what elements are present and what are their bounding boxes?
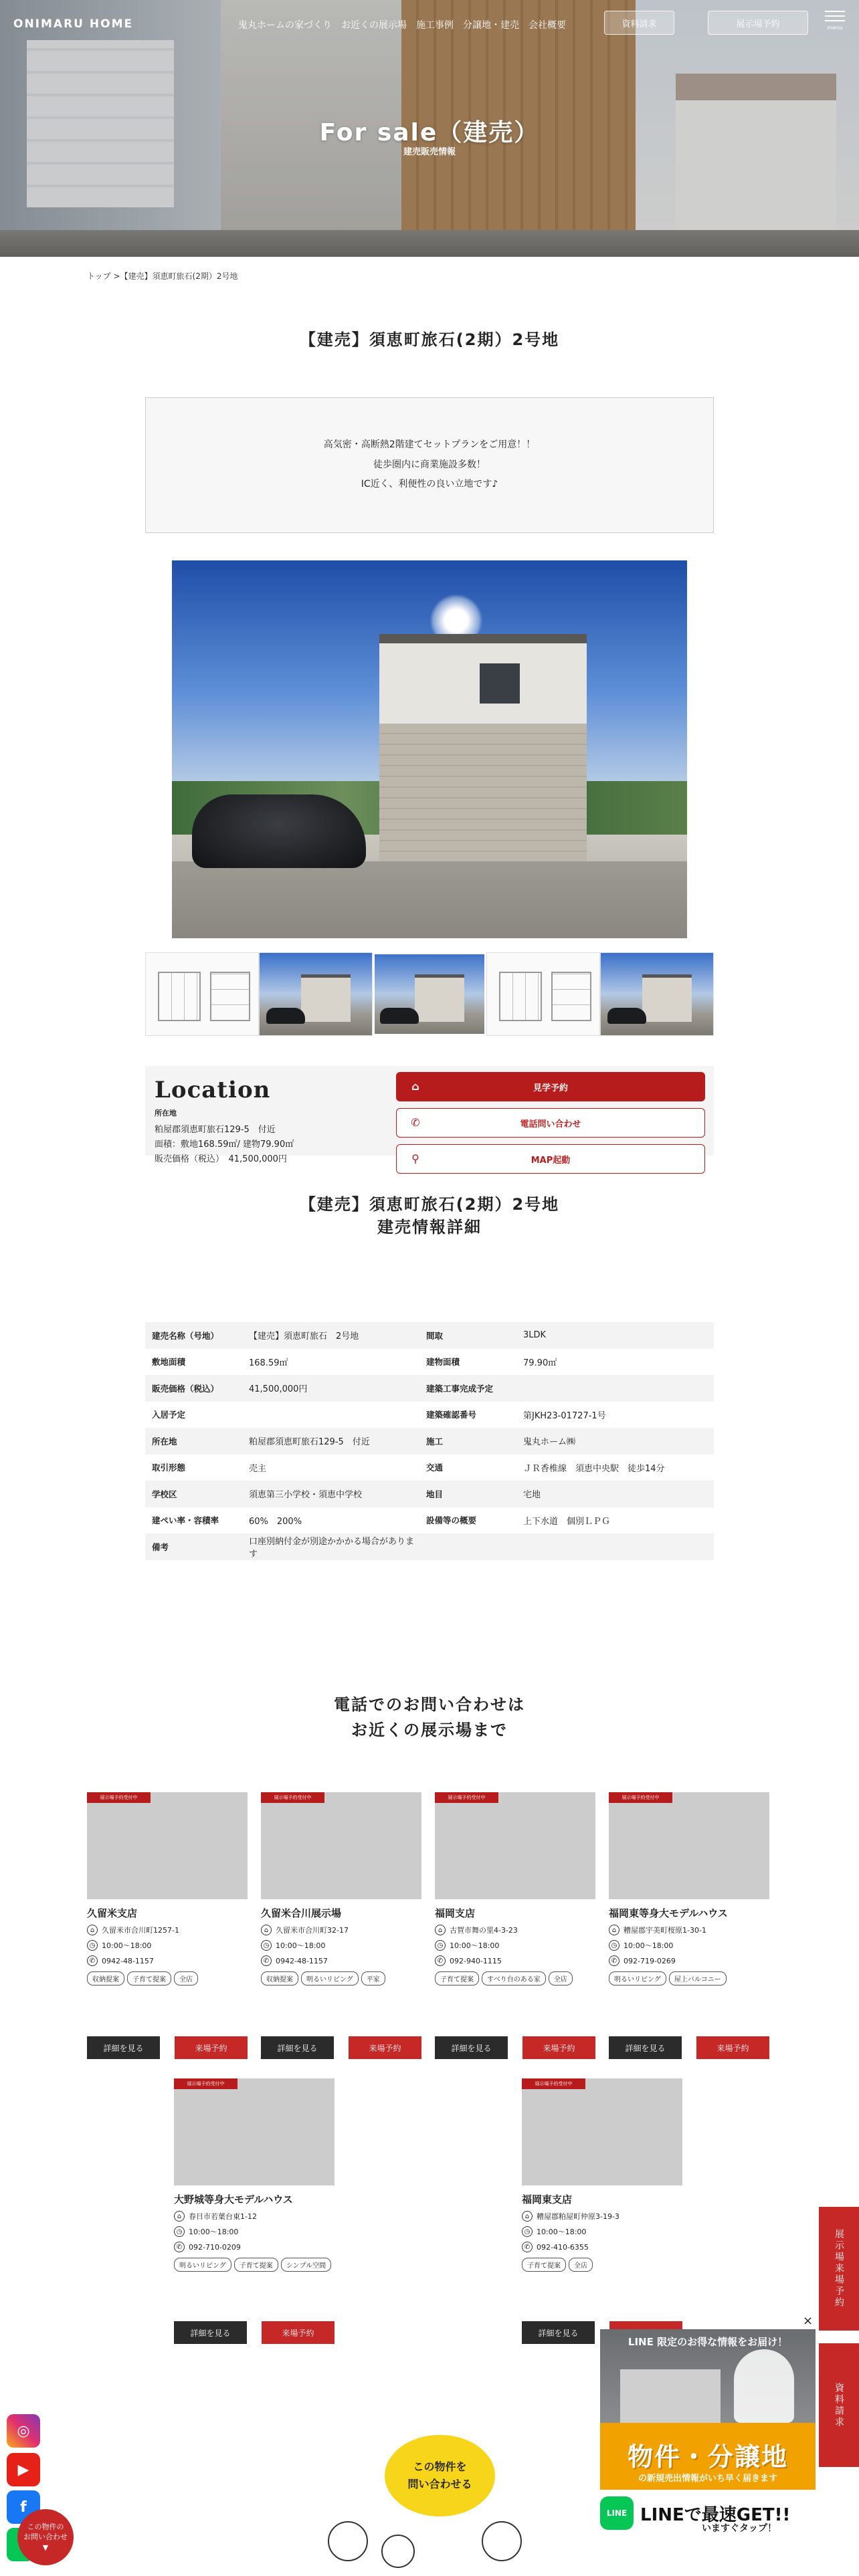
shop-buttons [435, 2036, 595, 2059]
detail-key: 備考 [152, 1541, 169, 1552]
thumbnail-photo-selected[interactable] [373, 952, 486, 1036]
shop-buttons [87, 2036, 248, 2059]
shop-tags [522, 2258, 682, 2272]
line-banner-heading: LINE 限定のお得な情報をお届け！ [628, 2336, 788, 2348]
instagram-icon[interactable]: ◎ [7, 2414, 40, 2448]
intro-line: 高気密・高断熱2階建てセットプランをご用意！！ [323, 439, 536, 450]
shop-tag: シンプル空間 [281, 2258, 331, 2272]
shop-tel[interactable]: 0942-48-1157 [102, 1956, 154, 1965]
side-visit-tab[interactable]: 展示場来場予約 [819, 2207, 859, 2331]
shop-tel[interactable]: 092-940-1115 [450, 1956, 502, 1965]
shop-address-row [522, 2211, 682, 2222]
shop-tel[interactable]: 092-410-6355 [537, 2242, 589, 2252]
shop-card [261, 1792, 421, 1985]
shop-tag: 全店 [569, 2258, 593, 2272]
phone-inquiry-label: 電話問い合わせ [520, 1119, 581, 1130]
details-row [145, 1533, 714, 1560]
house-icon: ⌂ [261, 1925, 272, 1935]
shop-card [435, 1792, 595, 1985]
main-property-photo [172, 560, 687, 938]
shop-address-row [609, 1925, 769, 1935]
intro-box [145, 397, 714, 533]
house-icon: ⌂ [435, 1925, 446, 1935]
phone-icon: ✆ [87, 1955, 98, 1966]
details-row [145, 1322, 714, 1349]
detail-value: 【建売】須恵町旅石 2号地 [249, 1331, 359, 1342]
shop-hours-row [435, 1940, 595, 1951]
nav-company[interactable]: 会社概要 [529, 20, 566, 31]
detail-value: 宅地 [523, 1490, 541, 1501]
thumbnail-floorplan[interactable] [486, 952, 600, 1036]
detail-key: 設備等の概要 [426, 1515, 477, 1526]
house-icon: ⌂ [609, 1925, 619, 1935]
detail-value: 須恵第三小学校・須恵中学校 [249, 1490, 363, 1501]
detail-key: 建ぺい率・容積率 [152, 1515, 219, 1526]
clock-icon: ◷ [261, 1940, 272, 1951]
details-row [145, 1481, 714, 1507]
shop-detail-button[interactable]: 詳細を見る [261, 2036, 334, 2059]
request-docs-button[interactable]: 資料請求 [604, 11, 674, 35]
shop-photo[interactable] [87, 1792, 248, 1899]
details-table [145, 1322, 714, 1560]
shop-booking-badge: 展示場予約受付中 [435, 1792, 498, 1803]
map-button[interactable] [396, 1144, 705, 1174]
visit-booking-label: 見学予約 [533, 1083, 568, 1093]
shop-address: 春日市若葉台東1-12 [189, 2212, 257, 2221]
nav-house-building[interactable]: 鬼丸ホームの家づくり [238, 20, 332, 31]
photo-driveway [172, 861, 687, 938]
shop-name: 福岡東等身大モデルハウス [609, 1907, 728, 1919]
shop-tag: 全店 [174, 1971, 198, 1985]
shop-hours-row [261, 1940, 421, 1951]
shop-tag: すべり台のある家 [482, 1971, 546, 1985]
hamburger-menu-icon[interactable] [822, 11, 848, 37]
shop-tags [435, 1971, 595, 1985]
detail-value: 79.90㎡ [523, 1358, 557, 1368]
shop-tags [87, 1971, 248, 1985]
clock-icon: ◷ [87, 1940, 98, 1951]
shop-hours: 10:00〜18:00 [624, 1941, 674, 1950]
line-banner-sub: の新規売出情報がいち早く届きます [638, 2474, 777, 2484]
clock-icon: ◷ [435, 1940, 446, 1951]
details-row [145, 1507, 714, 1534]
clock-icon: ◷ [522, 2226, 533, 2237]
line-logo-icon: LINE [600, 2496, 634, 2530]
intro-line: IC近く、利便性の良い立地です♪ [361, 479, 498, 490]
detail-key: 建物面積 [426, 1357, 460, 1368]
phone-icon: ✆ [261, 1955, 272, 1966]
shop-photo[interactable] [522, 2078, 682, 2185]
house-icon: ⌂ [411, 1080, 419, 1093]
detail-value: 41,500,000円 [249, 1384, 308, 1395]
shop-address: 糟屋郡粕屋町仲原3-19-3 [537, 2212, 619, 2221]
shop-detail-button[interactable]: 詳細を見る [522, 2321, 595, 2344]
shop-detail-button[interactable]: 詳細を見る [609, 2036, 682, 2059]
line-cta-sub: いますぐタップ！ [702, 2523, 777, 2534]
location-heading: Location [155, 1077, 271, 1103]
shop-name: 福岡東支店 [522, 2193, 573, 2206]
shop-buttons [261, 2036, 421, 2059]
shop-card [87, 1792, 248, 1985]
shop-tag: 明るいリビング [301, 1971, 359, 1985]
shop-tel-row [435, 1955, 595, 1966]
shop-photo[interactable] [609, 1792, 769, 1899]
circle-line1: この物件の [27, 2522, 64, 2531]
site-logo[interactable]: ONIMARU HOME [13, 17, 134, 31]
shop-buttons [609, 2036, 769, 2059]
shop-detail-button[interactable]: 詳細を見る [174, 2321, 247, 2344]
shop-tags [174, 2258, 335, 2272]
phone-icon: ✆ [411, 1116, 420, 1129]
photo-house [379, 634, 587, 861]
shop-address: 糟屋郡宇美町桜原1-30-1 [624, 1926, 706, 1935]
shop-address-row [435, 1925, 595, 1935]
shop-detail-button[interactable]: 詳細を見る [87, 2036, 160, 2059]
detail-key: 地目 [426, 1489, 444, 1499]
bubble-line2: 問い合わせる [407, 2478, 472, 2490]
detail-key: 敷地面積 [152, 1357, 186, 1368]
location-panel [145, 1066, 714, 1166]
detail-key: 建売名称（号地） [152, 1330, 219, 1341]
shop-tel-row [261, 1955, 421, 1966]
phone-icon: ✆ [609, 1955, 619, 1966]
shop-address-row [174, 2211, 335, 2222]
shop-address: 古賀市舞の里4-3-23 [450, 1926, 518, 1935]
shop-hours: 10:00〜18:00 [450, 1941, 500, 1950]
youtube-icon[interactable]: ▶ [7, 2453, 40, 2486]
shop-name: 福岡支店 [435, 1907, 476, 1919]
shop-detail-button[interactable]: 詳細を見る [435, 2036, 508, 2059]
shop-tel-row [522, 2242, 682, 2252]
house-icon: ⌂ [522, 2211, 533, 2222]
shop-name: 久留米合川展示場 [261, 1907, 342, 1919]
location-address: 粕屋郡須恵町旅石129-5 付近 [155, 1125, 276, 1135]
detail-title [0, 1194, 859, 1239]
nav-showrooms[interactable]: お近くの展示場 [341, 20, 407, 31]
shop-address: 久留米市合川町32-17 [276, 1926, 349, 1935]
shop-hours: 10:00〜18:00 [189, 2228, 239, 2236]
shop-hours: 10:00〜18:00 [102, 1941, 152, 1950]
shop-tel-row [609, 1955, 769, 1966]
contact-title [0, 1692, 859, 1743]
detail-value: 売主 [249, 1463, 267, 1474]
line-banner-person-illustration [734, 2349, 794, 2423]
shop-booking-badge: 展示場予約受付中 [609, 1792, 672, 1803]
side-docs-tab[interactable]: 資料請求 [819, 2343, 859, 2467]
close-icon[interactable]: × [803, 2314, 814, 2328]
line-banner-main: 物件・分譲地 [627, 2442, 788, 2472]
detail-key: 建築確認番号 [426, 1410, 477, 1420]
shop-photo[interactable] [435, 1792, 595, 1899]
thumbnail-strip [145, 952, 714, 1036]
shop-visit-button[interactable]: 来場予約 [175, 2036, 248, 2059]
detail-title-line1: 【建売】須恵町旅石(2期）2号地 [299, 1195, 560, 1214]
detail-value: 上下水道 個別ＬＰＧ [523, 1516, 611, 1527]
shop-visit-button[interactable]: 来場予約 [522, 2036, 595, 2059]
nav-land-for-sale[interactable]: 分譲地・建売 [463, 20, 519, 31]
detail-key: 所在地 [152, 1436, 177, 1446]
map-label: MAP起動 [531, 1155, 571, 1166]
shop-hours-row [87, 1940, 248, 1951]
detail-value: 鬼丸ホーム㈱ [523, 1437, 576, 1448]
shop-hours-row [522, 2226, 682, 2237]
shop-name: 大野城等身大モデルハウス [174, 2193, 293, 2206]
shop-address-row [87, 1925, 248, 1935]
shop-tag: 平家 [361, 1971, 385, 1985]
details-row [145, 1402, 714, 1428]
shop-booking-badge: 展示場予約受付中 [87, 1792, 151, 1803]
shop-tags [609, 1971, 769, 1985]
detail-key: 販売価格（税込） [152, 1383, 219, 1394]
clock-icon: ◷ [174, 2226, 185, 2237]
shop-tel[interactable]: 0942-48-1157 [276, 1956, 328, 1965]
circle-line2: お問い合わせ [23, 2533, 68, 2542]
intro-line: 徒歩圏内に商業施設多数！ [373, 459, 486, 470]
shop-tag: 子育て提案 [435, 1971, 479, 1985]
detail-title-line2: 建売情報詳細 [377, 1217, 482, 1237]
line-cta[interactable] [600, 2494, 816, 2532]
shop-tag: 全店 [549, 1971, 573, 1985]
detail-value: ＪＲ香椎線 須恵中央駅 徒歩14分 [523, 1463, 665, 1474]
shop-address-row [261, 1925, 421, 1935]
shop-booking-badge: 展示場予約受付中 [261, 1792, 324, 1803]
clock-icon: ◷ [609, 1940, 619, 1951]
detail-value: 60% 200% [249, 1516, 302, 1527]
house-icon: ⌂ [174, 2211, 185, 2222]
shop-visit-button[interactable]: 来場予約 [349, 2036, 421, 2059]
shop-tag: 明るいリビング [174, 2258, 231, 2272]
shop-tel[interactable]: 092-719-0269 [624, 1956, 676, 1965]
phone-inquiry-button[interactable] [396, 1108, 705, 1138]
shop-booking-badge: 展示場予約受付中 [174, 2078, 237, 2089]
detail-value: 口座別納付金が別途かかかる場合があります [249, 1536, 415, 1560]
shop-tag: 子育て提案 [522, 2258, 566, 2272]
detail-value: 粕屋郡須恵町旅石129-5 付近 [249, 1437, 370, 1448]
shop-tag: 収納提案 [87, 1971, 124, 1985]
hero-title: For sale（建売） [319, 119, 540, 146]
shop-tag: 屋上バルコニー [669, 1971, 727, 1985]
thumbnail-photo[interactable] [259, 952, 373, 1036]
thumbnail-photo[interactable] [600, 952, 714, 1036]
location-label: 所在地 [155, 1109, 177, 1117]
menu-label: menu [827, 25, 843, 31]
hero-subtitle: 建売販売情報 [403, 147, 456, 157]
map-pin-icon: ⚲ [411, 1152, 419, 1165]
contact-title-line1: 電話でのお問い合わせは [334, 1695, 525, 1714]
shop-tel-row [174, 2242, 335, 2252]
detail-value: 168.59㎡ [249, 1358, 288, 1368]
phone-icon: ✆ [522, 2242, 533, 2252]
shop-tag: 子育て提案 [234, 2258, 278, 2272]
hero-banner [0, 0, 859, 257]
shop-hours: 10:00〜18:00 [537, 2228, 587, 2236]
detail-value: 第JKH23-01727-1号 [523, 1410, 606, 1421]
shop-visit-button[interactable]: 来場予約 [262, 2321, 335, 2344]
shop-tel[interactable]: 092-710-0209 [189, 2242, 241, 2252]
staff-illustration [314, 2501, 542, 2576]
shop-hours-row [174, 2226, 335, 2237]
shop-booking-badge: 展示場予約受付中 [522, 2078, 585, 2089]
details-row [145, 1455, 714, 1481]
page-title: 【建売】須恵町旅石(2期）2号地 [299, 330, 560, 349]
shop-hours: 10:00〜18:00 [276, 1941, 326, 1950]
detail-key: 取引形態 [152, 1463, 186, 1473]
detail-key: 入居予定 [152, 1410, 186, 1420]
house-icon: ⌂ [87, 1925, 98, 1935]
breadcrumb[interactable]: トップ >【建売】須恵町旅石(2期）2号地 [87, 272, 238, 281]
main-nav [238, 18, 566, 31]
shop-name: 久留米支店 [87, 1907, 138, 1919]
shop-hours-row [609, 1940, 769, 1951]
shop-tel-row [87, 1955, 248, 1966]
shop-tag: 子育て提案 [127, 1971, 171, 1985]
location-price: 販売価格（税込） 41,500,000円 [155, 1154, 287, 1164]
detail-key: 施工 [426, 1436, 444, 1446]
book-showroom-button[interactable]: 展示場予約 [708, 11, 808, 35]
contact-title-line2: お近くの展示場まで [351, 1721, 508, 1740]
shop-photo[interactable] [261, 1792, 421, 1899]
visit-booking-button[interactable] [396, 1072, 705, 1101]
shop-tags [261, 1971, 421, 1985]
shop-buttons [174, 2321, 335, 2344]
details-row [145, 1375, 714, 1402]
location-area: 面積：敷地168.59㎡/ 建物79.90㎡ [155, 1140, 294, 1150]
shop-card [609, 1792, 769, 1985]
nav-works[interactable]: 施工事例 [416, 20, 454, 31]
line-banner[interactable] [600, 2329, 816, 2490]
line-banner-house-illustration [620, 2369, 721, 2423]
inquiry-circle-button[interactable] [17, 2509, 74, 2565]
detail-value: 3LDK [523, 1330, 547, 1341]
detail-key: 間取 [426, 1330, 444, 1341]
detail-key: 交通 [426, 1463, 444, 1473]
details-row [145, 1428, 714, 1455]
shop-tag: 収納提案 [261, 1971, 298, 1985]
detail-key: 建築工事完成予定 [426, 1383, 494, 1394]
line-cta-title: LINEで最速GET!! [640, 2504, 791, 2525]
bubble-line1: この物件を [413, 2460, 467, 2474]
shop-address: 久留米市合川町1257-1 [102, 1926, 179, 1935]
facebook-icon[interactable]: f [7, 2490, 40, 2524]
details-row [145, 1349, 714, 1376]
shop-card [522, 2078, 682, 2272]
phone-icon: ✆ [174, 2242, 185, 2252]
detail-key: 学校区 [152, 1489, 177, 1499]
chevron-down-icon: ▼ [42, 2543, 49, 2552]
shop-visit-button[interactable]: 来場予約 [696, 2036, 769, 2059]
phone-icon: ✆ [435, 1955, 446, 1966]
thumbnail-floorplan[interactable] [145, 952, 259, 1036]
photo-car [192, 794, 366, 868]
shop-tag: 明るいリビング [609, 1971, 666, 1985]
shop-photo[interactable] [174, 2078, 335, 2185]
shop-card [174, 2078, 335, 2272]
